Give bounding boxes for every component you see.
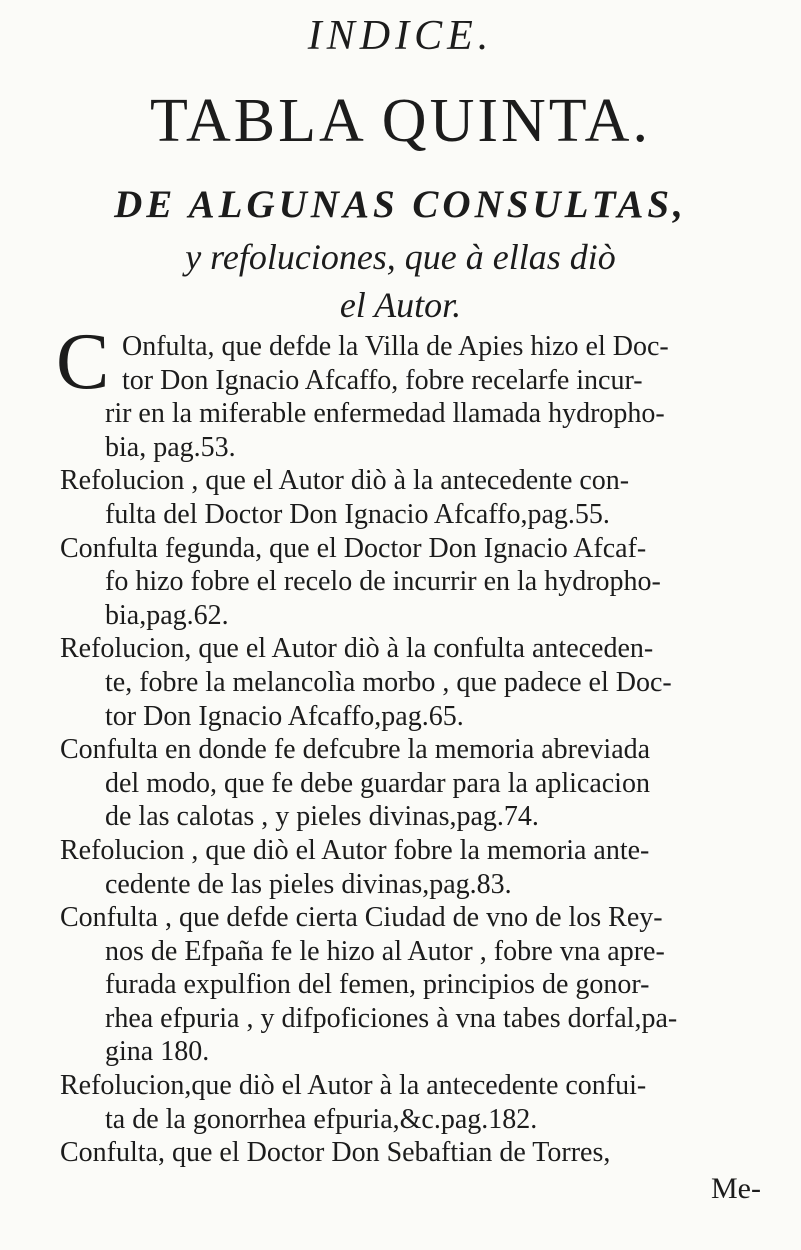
index-entry xyxy=(60,1069,760,1136)
entry-line: te, fobre la melancolìa morbo , que padece el Doc- xyxy=(105,666,672,698)
drop-cap: C xyxy=(56,318,110,406)
running-head: INDICE. xyxy=(307,13,494,59)
entry-line: fo hizo fobre el recelo de incurrir en la hydropho- xyxy=(105,566,661,598)
entry-line: Confulta en donde fe defcubre la memoria abreviada xyxy=(60,734,651,766)
index-entry xyxy=(60,733,760,834)
entry-line: Confulta, que el Doctor Don Sebaftian de Torres, xyxy=(60,1137,611,1169)
entry-line: bia, pag.53. xyxy=(105,431,236,463)
entry-line: Onfulta, que defde la Villa de Apies hizo el Doc- xyxy=(122,331,669,362)
subtitle-line-1: DE ALGUNAS CONSULTAS, xyxy=(114,183,687,226)
subtitle-line-2: y refoluciones, que à ellas diò xyxy=(185,237,616,277)
entry-line: fulta del Doctor Don Ignacio Afcaffo,pag.55. xyxy=(105,498,610,530)
index-entry xyxy=(60,632,760,733)
entry-line: Confulta , que defde cierta Ciudad de vno de los Rey- xyxy=(60,902,663,934)
entry-line: rir en la miferable enfermedad llamada hydropho- xyxy=(105,398,665,430)
index-entry xyxy=(60,834,760,901)
entry-line: Refolucion , que el Autor diò à la antecedente con- xyxy=(60,465,630,497)
entry-line: nos de Efpaña fe le hizo al Autor , fobre vna apre- xyxy=(105,935,665,967)
index-entry xyxy=(60,1136,760,1170)
index-entry xyxy=(60,901,760,1069)
entry-line: tor Don Ignacio Afcaffo,pag.65. xyxy=(105,700,464,732)
entry-line: bia,pag.62. xyxy=(105,599,229,631)
entry-line: rhea efpuria , y difpoficiones à vna tabes dorfal,pa- xyxy=(105,1002,678,1034)
catchword: Me- xyxy=(711,1172,761,1205)
index-body xyxy=(56,318,760,1170)
subtitle-line-3: el Autor. xyxy=(339,285,462,325)
entry-line: gina 180. xyxy=(105,1036,210,1068)
index-entry xyxy=(56,318,760,464)
entry-line: Refolucion, que el Autor diò à la confulta anteceden- xyxy=(60,633,654,665)
entry-line: ta de la gonorrhea efpuria,&c.pag.182. xyxy=(105,1103,538,1135)
entry-line: de las calotas , y pieles divinas,pag.74. xyxy=(105,801,539,833)
index-entry xyxy=(60,532,760,633)
page-title: TABLA QUINTA. xyxy=(150,87,651,155)
entry-line: Refolucion , que diò el Autor fobre la memoria ante- xyxy=(60,834,650,866)
entry-line: del modo, que fe debe guardar para la aplicacion xyxy=(105,767,650,799)
entry-line: furada expulfion del femen, principios de gonor- xyxy=(105,969,650,1001)
entry-line: cedente de las pieles divinas,pag.83. xyxy=(105,868,512,900)
entry-line: tor Don Ignacio Afcaffo, fobre recelarfe incur- xyxy=(122,364,643,396)
entry-line: Refolucion,que diò el Autor à la antecedente confui- xyxy=(60,1070,647,1102)
index-entry xyxy=(60,464,760,531)
entry-line: Confulta fegunda, que el Doctor Don Ignacio Afcaf- xyxy=(60,532,647,564)
